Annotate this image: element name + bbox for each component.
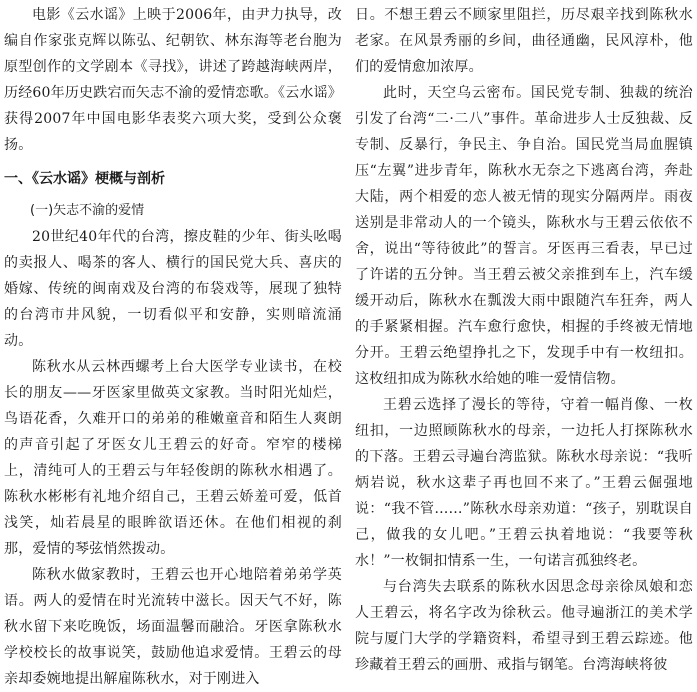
subsection-heading: (一)矢志不渝的爱情 [30,203,145,218]
intro-paragraph: 电影《云水谣》上映于2006年，由尹力执导，改编自作家张克辉以陈弘、纪朝钦、林东海等老台胞为原型创作的文学剧本《寻找》，讲述了跨越海峡两岸，历经60年历史跌宕而矢志不渝的爱情恋歌。《云水谣》获得2007年中国电影华表奖六项大奖，受到公众褒扬。 [4,7,342,153]
body-paragraph: 王碧云选择了漫长的等待，守着一幅肖像、一枚纽扣，一边照顾陈秋水的母亲，一边托人打探陈秋水的下落。王碧云寻遍台湾监狱。陈秋水母亲说：“我听炳岩说，秋水这辈子再也回不来了。”王碧云倔强地说：“我不管……”陈秋水母亲劝道：“孩子，别耽误自己，做我的女儿吧。”王碧云执着地说：“我要等秋水！”一枚铜扣情系一生，一句诺言孤独终老。 [355,397,693,569]
continued-paragraph: 日。不想王碧云不顾家里阻拦，历尽艰辛找到陈秋水老家。在风景秀丽的乡间，曲径通幽，民风淳朴，他们的爱情愈加浓厚。 [355,7,693,75]
body-paragraph: 20世纪40年代的台湾，擦皮鞋的少年、街头吆喝的卖报人、喝茶的客人、横行的国民党大兵、喜庆的婚嫁、传统的闽南戏及台湾的布袋戏等，展现了独特的台湾市井风貌，一切看似平和安静，实则暗流涌动。 [4,229,342,349]
section-heading: 一、《云水谣》梗概与剖析 [4,171,165,187]
body-paragraph: 陈秋水做家教时，王碧云也开心地陪着弟弟学英语。两人的爱情在时光流转中滋长。因天气不好，陈秋水留下来吃晚饭，场面温馨而融洽。牙医拿陈秋水学校校长的故事说笑，鼓励他追求爱情。王碧云的母亲却委婉地提出解雇陈秋水，对于刚进入 [4,567,342,687]
body-paragraph: 此时，天空乌云密布。国民党专制、独裁的统治引发了台湾“二·二八”事件。革命进步人士反独裁、反专制、反暴行，争民主、争自治。国民党当局血腥镇压“左翼”进步青年，陈秋水无奈之下逃离台湾，奔赴大陆，两个相爱的恋人被无情的现实分隔两岸。雨夜送别是非常动人的一个镜头，陈秋水与王碧云依依不舍，说出“等待彼此”的誓言。牙医再三看表，早已过了许诺的五分钟。当王碧云被父亲推到车上，汽车缓缓开动后，陈秋水在瓢泼大雨中跟随汽车狂奔，两人的手紧紧相握。汽车愈行愈快，相握的手终被无情地分开。王碧云绝望挣扎之下，发现手中有一枚纽扣。这枚纽扣成为陈秋水给她的唯一爱情信物。 [355,85,693,387]
right-column [355,2,693,678]
left-column [4,2,342,692]
body-paragraph: 陈秋水从云林西螺考上台大医学专业读书，在校长的朋友——牙医家里做英文家教。当时阳光灿烂，鸟语花香，久难开口的弟弟的稚嫩童音和陌生人爽朗的声音引起了牙医女儿王碧云的好奇。窄窄的楼梯上，清纯可人的王碧云与年轻俊朗的陈秋水相遇了。陈秋水彬彬有礼地介绍自己，王碧云娇羞可爱，低首浅笑，灿若晨星的眼眸欲语还休。在他们相视的刹那，爱情的琴弦悄然拨动。 [4,359,342,557]
body-paragraph: 与台湾失去联系的陈秋水因思念母亲徐凤娘和恋人王碧云，将名字改为徐秋云。他寻遍浙江的美术学院与厦门大学的学籍资料，希望寻到王碧云踪迹。他珍藏着王碧云的画册、戒指与钢笔。台湾海峡将彼 [355,579,693,673]
